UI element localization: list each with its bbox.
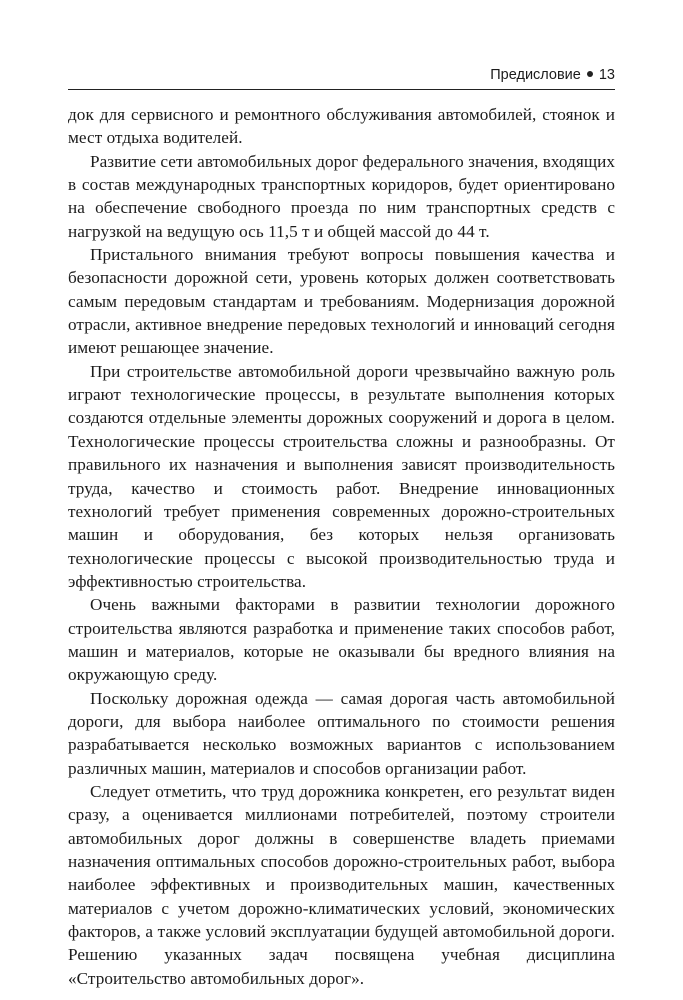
paragraph: Развитие сети автомобильных дорог федерального значения, входящих в состав международных транспортных коридоров, будет ориентировано на обеспечение свободного проезда по ним транспортных средств с нагрузкой на ведущую ось 11,5 т и общей массой до 44 т. <box>68 151 615 241</box>
page-body <box>68 103 615 990</box>
paragraph: Поскольку дорожная одежда — самая дорогая часть автомобильной дороги, для выбора наиболее оптимального по стоимости решения разрабатывается несколько возможных вариантов с использованием различных машин, материалов и способов организации работ. <box>68 688 615 778</box>
paragraph: док для сервисного и ремонтного обслуживания автомобилей, стоянок и мест отдыха водителей. <box>68 105 615 148</box>
page-number: 13 <box>598 67 615 83</box>
bullet-icon <box>587 71 593 77</box>
section-title: Предисловие <box>490 67 581 83</box>
paragraph: Пристального внимания требуют вопросы повышения качества и безопасности дорожной сети, уровень которых должен соответствовать самым передовым стандартам и требованиям. Модернизация дорожной отрасли, активное внедрение передовых технологий и инноваций сегодня имеют решающее значение. <box>68 245 615 358</box>
paragraph: Следует отметить, что труд дорожника конкретен, его результат виден сразу, а оценивается миллионами потребителей, поэтому строители автомобильных дорог должны в совершенстве владеть приемами назначения оптимальных способов дорожно-строительных работ, выбора наиболее эффективных и производительных машин, качественных материалов с учетом дорожно-климатических условий, экономических факторов, а также условий эксплуатации будущей автомобильной дороги. Решению указанных задач посвящена учебная дисциплина «Строительство автомобильных дорог». <box>68 781 615 988</box>
paragraph: Очень важными факторами в развитии технологии дорожного строительства являются разработка и применение таких способов работ, машин и материалов, которые не оказывали бы вредного влияния на окружающую среду. <box>68 595 615 685</box>
running-header <box>68 60 615 90</box>
paragraph: При строительстве автомобильной дороги чрезвычайно важную роль играют технологические процессы, в результате выполнения которых создаются отдельные элементы дорожных сооружений и дорога в целом. Технологические процессы строительства сложны и разнообразны. От правильного их назначения и выполнения зависят производительность труда, качество и стоимость работ. Внедрение инновационных технологий требует применения современных дорожно-строительных машин и оборудования, без которых нельзя организовать технологические процессы с высокой производительностью труда и эффективностью строительства. <box>68 361 615 591</box>
